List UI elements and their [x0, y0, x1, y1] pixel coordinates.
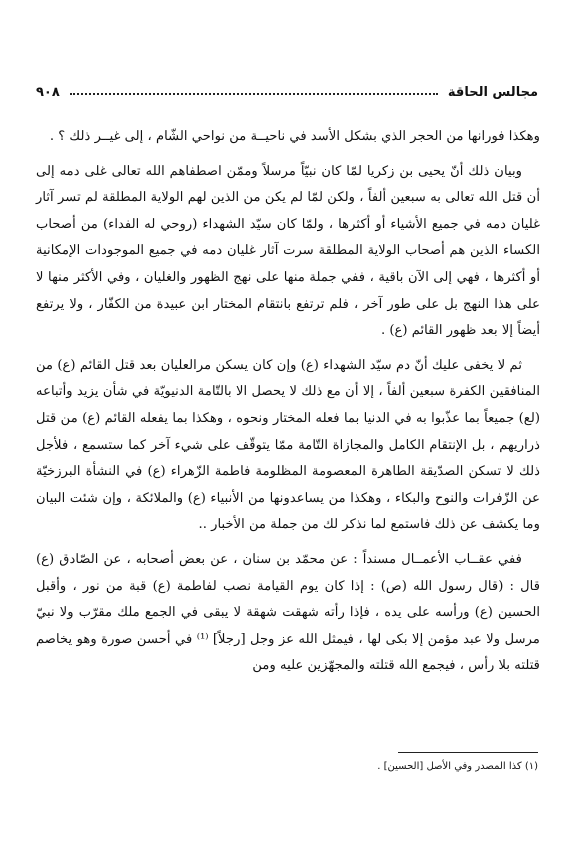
book-title: مجالس الحاقة [447, 85, 538, 100]
header-dot-leader [70, 93, 438, 95]
page-number: ٩٠٨ [36, 85, 60, 100]
paragraph: وبيان ذلك أنّ يحيى بن زكريا لمّا كان نبيّاً مرسلاً وممّن اصطفاهم الله تعالى غلى دمه إلى أن قتل الله تعالى به سبعين ألفاً ، ولكن لمّا لم يكن من الذين لهم الولاية المطلقة لم تسر آثار غليان دمه في جميع الأشياء أو أكثرها ، ولمّا كان سيّد الشهداء (روحي له الفداء) من أصحاب الكساء الذين هم أصحاب الولاية المطلقة سرت آثار غليان دمه في جميع الموجودات الإمكانية أو أكثرها ، فهي إلى الآن باقية ، ففي جملة منها على نهج الظهور والغليان ، وفي الأكثر منها لا على هذا النهج بل على طور آخر ، فلم ترتفع بانتقام المختار ابن عبيدة من الكفّار ، ولا يرتفع أيضاً إلا بعد ظهور القائم (ع) . [36, 163, 540, 339]
paragraph: ثم لا يخفى عليك أنّ دم سيّد الشهداء (ع) وإن كان يسكن مرالعليان بعد قتل القائم (ع) من المنافقين الكفرة سبعين ألفاً ، إلا أن مع ذلك لا يحصل الا بالتّامة الدنيويّة في شأن يزيد وأتباعه (لع) جميعاً بما عذّبوا به في الدنيا بما فعله المختار ونحوه ، وهكذا بما يفعله القائم (ع) من قتل ذراريهم ، بل الإنتقام الكامل والمجازاة التّامة ممّا يتوقّف على شيء آخر كما ستسمع ، فلأجل ذلك لا تسكن الصدّيقة الطاهرة المعصومة المظلومة فاطمة الزّهراء (ع) في النشأة البرزخيّة عن الزّفرات والنوح والبكاء ، وهكذا من يساعدونها من الأنبياء (ع) والملائكة ، وإن شئت البيان وما يكشف عن ذلك فاستمع لما نذكر لك من جملة من الأخبار .. [36, 357, 540, 533]
footnote-divider [398, 752, 538, 753]
body-text [36, 124, 540, 688]
running-header [36, 78, 538, 100]
footnote: (١) كذا المصدر وفي الأصل [الحسين] . [377, 761, 538, 772]
paragraph: ففي عقــاب الأعمــال مسنداً : عن محمّد بن سنان ، عن بعض أصحابه ، عن الصّادق (ع) قال : (قال رسول الله (ص) : إذا كان يوم القيامة نصب لفاطمة (ع) قبة من نور ، وأقبل الحسين (ع) ورأسه على يده ، فإذا رأته شهقت شهقة لا يبقى في الجمع ملك مقرّب ولا نبيّ مرسل ولا عبد مؤمن إلا بكى لها ، فيمثل الله عز وجل [رجلاً] ⁽¹⁾ في أحسن صورة وهو يخاصم قتلته بلا رأس ، فيجمع الله قتلته والمجهّزين عليه ومن [36, 551, 540, 674]
paragraph: وهكذا فورانها من الحجر الذي بشكل الأسد في ناحيــة من نواحي الشّام ، إلى غيــر ذلك ؟ . [49, 129, 540, 144]
